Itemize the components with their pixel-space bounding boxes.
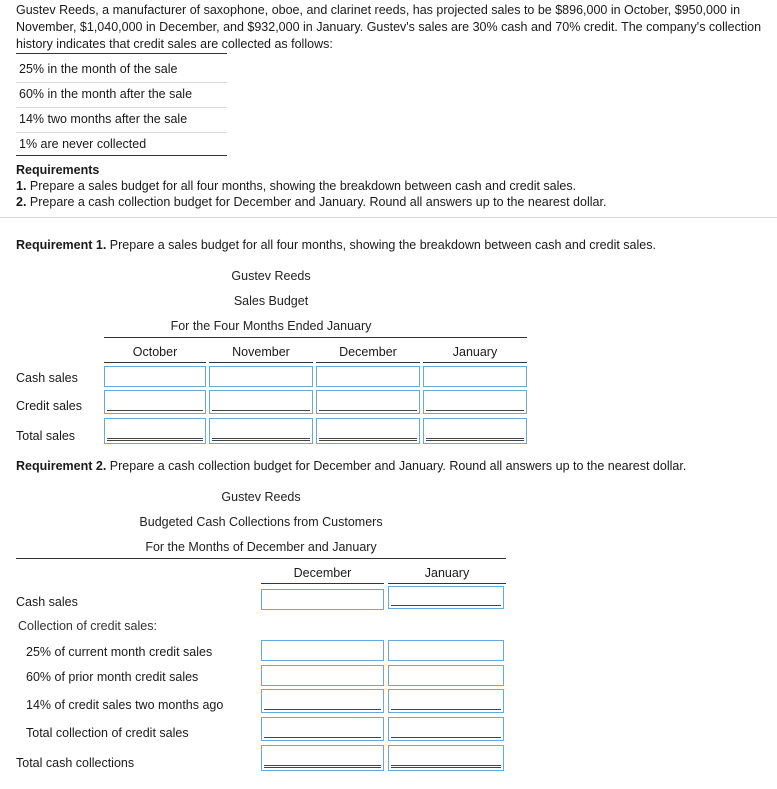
divider: [16, 53, 227, 54]
req1-heading: Requirement 1.: [16, 238, 107, 252]
divider: [16, 155, 227, 156]
divider: [16, 107, 227, 108]
january-total-sales-input[interactable]: [423, 418, 527, 444]
section-divider: [0, 217, 777, 218]
row-label-cash-sales: Cash sales: [16, 371, 78, 385]
req2-budget-title: Budgeted Cash Collections from Customers: [139, 515, 383, 529]
requirement-number: 1.: [16, 179, 27, 193]
december-cash-sales-input[interactable]: [261, 589, 384, 610]
problem-statement: Gustev Reeds, a manufacturer of saxophone, oboe, and clarinet reeds, has projected sales to be $896,000 in October, $950,000 in November, $1,040,000 in December, and $932,000 in January. Gustev's sales are 30% cash and 70% credit. The company's collection history indicates that credit sales are collected as follows:: [16, 3, 762, 51]
header-rule: [16, 558, 506, 559]
header-rule: [104, 337, 527, 338]
divider: [16, 132, 227, 133]
col-rule: [209, 362, 313, 363]
december-prior-month-input[interactable]: [261, 665, 384, 686]
january-current-month-input[interactable]: [388, 640, 504, 661]
row-label-prior-month: 60% of prior month credit sales: [26, 670, 199, 684]
december-total-credit-input[interactable]: [261, 717, 384, 741]
col-rule: [423, 362, 527, 363]
october-total-sales-input[interactable]: [104, 418, 206, 444]
december-total-sales-input[interactable]: [316, 418, 420, 444]
column-october: October: [132, 345, 178, 359]
collection-item-2: 60% in the month after the sale: [19, 87, 193, 101]
req1-period: For the Four Months Ended January: [170, 319, 372, 333]
col-rule: [261, 583, 384, 584]
january-cash-sales-input[interactable]: [388, 586, 504, 609]
january-credit-sales-input[interactable]: [423, 390, 527, 414]
col-rule: [316, 362, 420, 363]
january-two-months-input[interactable]: [388, 689, 504, 713]
req2-heading: Requirement 2.: [16, 459, 107, 473]
req2-company: Gustev Reeds: [221, 490, 301, 504]
october-credit-sales-input[interactable]: [104, 390, 206, 414]
november-credit-sales-input[interactable]: [209, 390, 313, 414]
november-total-sales-input[interactable]: [209, 418, 313, 444]
january-total-credit-input[interactable]: [388, 717, 504, 741]
december-total-cash-input[interactable]: [261, 745, 384, 771]
row-label-credit-sales: Credit sales: [16, 399, 82, 413]
row-label-total-cash-collections: Total cash collections: [16, 756, 135, 770]
col-rule: [388, 583, 506, 584]
column-november: November: [232, 345, 290, 359]
row-label-cash-sales: Cash sales: [16, 595, 78, 609]
divider: [16, 82, 227, 83]
october-cash-sales-input[interactable]: [104, 366, 206, 387]
req2-text: Prepare a cash collection budget for December and January. Round all answers up to the nearest dollar.: [109, 459, 687, 473]
row-label-total-credit-collection: Total collection of credit sales: [26, 726, 189, 740]
december-cash-sales-input[interactable]: [316, 366, 420, 387]
row-label-current-month: 25% of current month credit sales: [26, 645, 213, 659]
req1-company: Gustev Reeds: [231, 269, 311, 283]
collection-item-3: 14% two months after the sale: [19, 112, 188, 126]
req1-text: Prepare a sales budget for all four months, showing the breakdown between cash and credit sales.: [109, 238, 656, 252]
column-december: December: [293, 566, 352, 580]
row-label-collection-header: Collection of credit sales:: [18, 619, 157, 633]
november-cash-sales-input[interactable]: [209, 366, 313, 387]
december-credit-sales-input[interactable]: [316, 390, 420, 414]
december-two-months-input[interactable]: [261, 689, 384, 713]
requirements-title: Requirements: [16, 163, 100, 177]
req2-instruction: [16, 459, 686, 473]
january-prior-month-input[interactable]: [388, 665, 504, 686]
collection-item-4: 1% are never collected: [19, 137, 147, 151]
col-rule: [104, 362, 206, 363]
column-december: December: [339, 345, 397, 359]
december-current-month-input[interactable]: [261, 640, 384, 661]
req1-instruction: [16, 238, 656, 252]
column-january: January: [424, 566, 470, 580]
requirement-text: Prepare a cash collection budget for December and January. Round all answers up to the nearest dollar.: [29, 195, 607, 209]
column-january: January: [452, 345, 498, 359]
requirement-number: 2.: [16, 195, 27, 209]
row-label-two-months-ago: 14% of credit sales two months ago: [26, 698, 224, 712]
requirement-text: Prepare a sales budget for all four months, showing the breakdown between cash and credit sales.: [29, 179, 577, 193]
january-cash-sales-input[interactable]: [423, 366, 527, 387]
row-label-total-sales: Total sales: [16, 429, 76, 443]
requirement-1: [16, 179, 576, 193]
req2-period: For the Months of December and January: [145, 540, 377, 554]
requirement-2: [16, 195, 606, 209]
collection-item-1: 25% in the month of the sale: [19, 62, 178, 76]
req1-budget-title: Sales Budget: [233, 294, 309, 308]
january-total-cash-input[interactable]: [388, 745, 504, 771]
